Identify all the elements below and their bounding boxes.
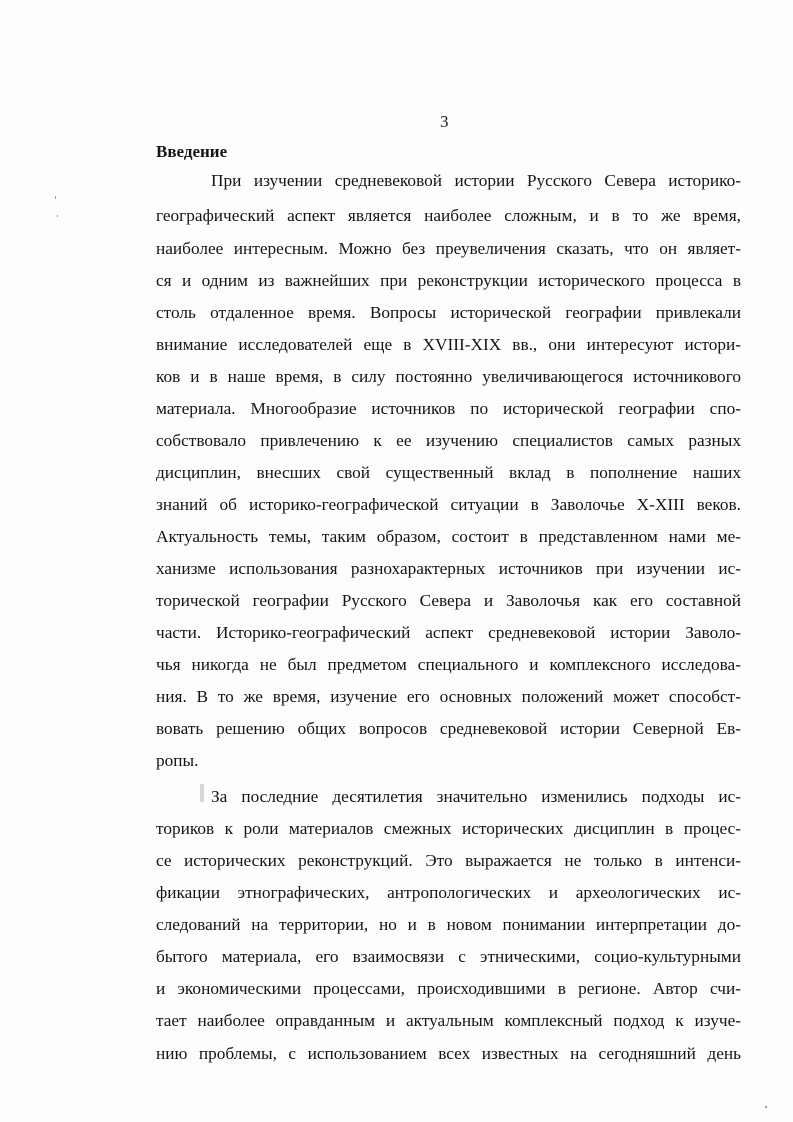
text-line: За последние десятилетия значительно изменились подходы ис- <box>211 787 741 806</box>
text-line: ханизме использования разнохарактерных источников при изучении ис- <box>156 559 741 578</box>
text-line: вовать решению общих вопросов средневековой истории Северной Ев- <box>156 719 741 738</box>
scan-mark <box>200 784 204 802</box>
text-line: При изучении средневековой истории Русского Севера историко- <box>211 171 741 190</box>
text-line: столь отдаленное время. Вопросы исторической географии привлекали <box>156 303 741 322</box>
text-line: материала. Многообразие источников по исторической географии спо- <box>156 399 741 418</box>
text-line: ториков к роли материалов смежных исторических дисциплин в процес- <box>156 819 741 838</box>
text-line: и экономическими процессами, происходившими в регионе. Автор счи- <box>156 979 741 998</box>
text-line: наиболее интересным. Можно без преувеличения сказать, что он являет- <box>156 239 741 258</box>
text-line: се исторических реконструкций. Это выражается не только в интенси- <box>156 851 741 870</box>
text-line: торической географии Русского Севера и Заволочья как его составной <box>156 591 741 610</box>
text-line: нию проблемы, с использованием всех известных на сегодняшний день <box>156 1044 741 1063</box>
text-line: знаний об историко-географической ситуации в Заволочье X-XIII веков. <box>156 495 741 514</box>
text-line: ся и одним из важнейших при реконструкции исторического процесса в <box>156 271 741 290</box>
scan-speck <box>765 1106 767 1108</box>
text-line: собствовало привлечению к ее изучению специалистов самых разных <box>156 431 741 450</box>
scan-speck <box>57 215 58 217</box>
text-line: ков и в наше время, в силу постоянно увеличивающегося источникового <box>156 367 741 386</box>
text-line: следований на территории, но и в новом понимании интерпретации до- <box>156 915 741 934</box>
text-line: тает наиболее оправданным и актуальным комплексный подход к изуче- <box>156 1011 741 1030</box>
page-number: 3 <box>440 112 449 131</box>
text-line: географический аспект является наиболее сложным, и в то же время, <box>156 206 741 225</box>
text-line: внимание исследователей еще в XVIII-XIX вв., они интересуют истори- <box>156 335 741 354</box>
text-line: Актуальность темы, таким образом, состоит в представленном нами ме- <box>156 527 741 546</box>
text-line: части. Историко-географический аспект средневековой истории Заволо- <box>156 623 741 642</box>
section-heading: Введение <box>156 142 228 161</box>
text-line: чья никогда не был предметом специального и комплексного исследова- <box>156 655 741 674</box>
text-line: фикации этнографических, антропологических и археологических ис- <box>156 883 741 902</box>
text-line: ния. В то же время, изучение его основных положений может способст- <box>156 687 741 706</box>
text-line: бытого материала, его взаимосвязи с этническими, социо-культурными <box>156 947 741 966</box>
scan-speck <box>55 196 56 199</box>
text-line: ропы. <box>156 751 199 770</box>
text-line: дисциплин, внесших свой существенный вклад в пополнение наших <box>156 463 741 482</box>
